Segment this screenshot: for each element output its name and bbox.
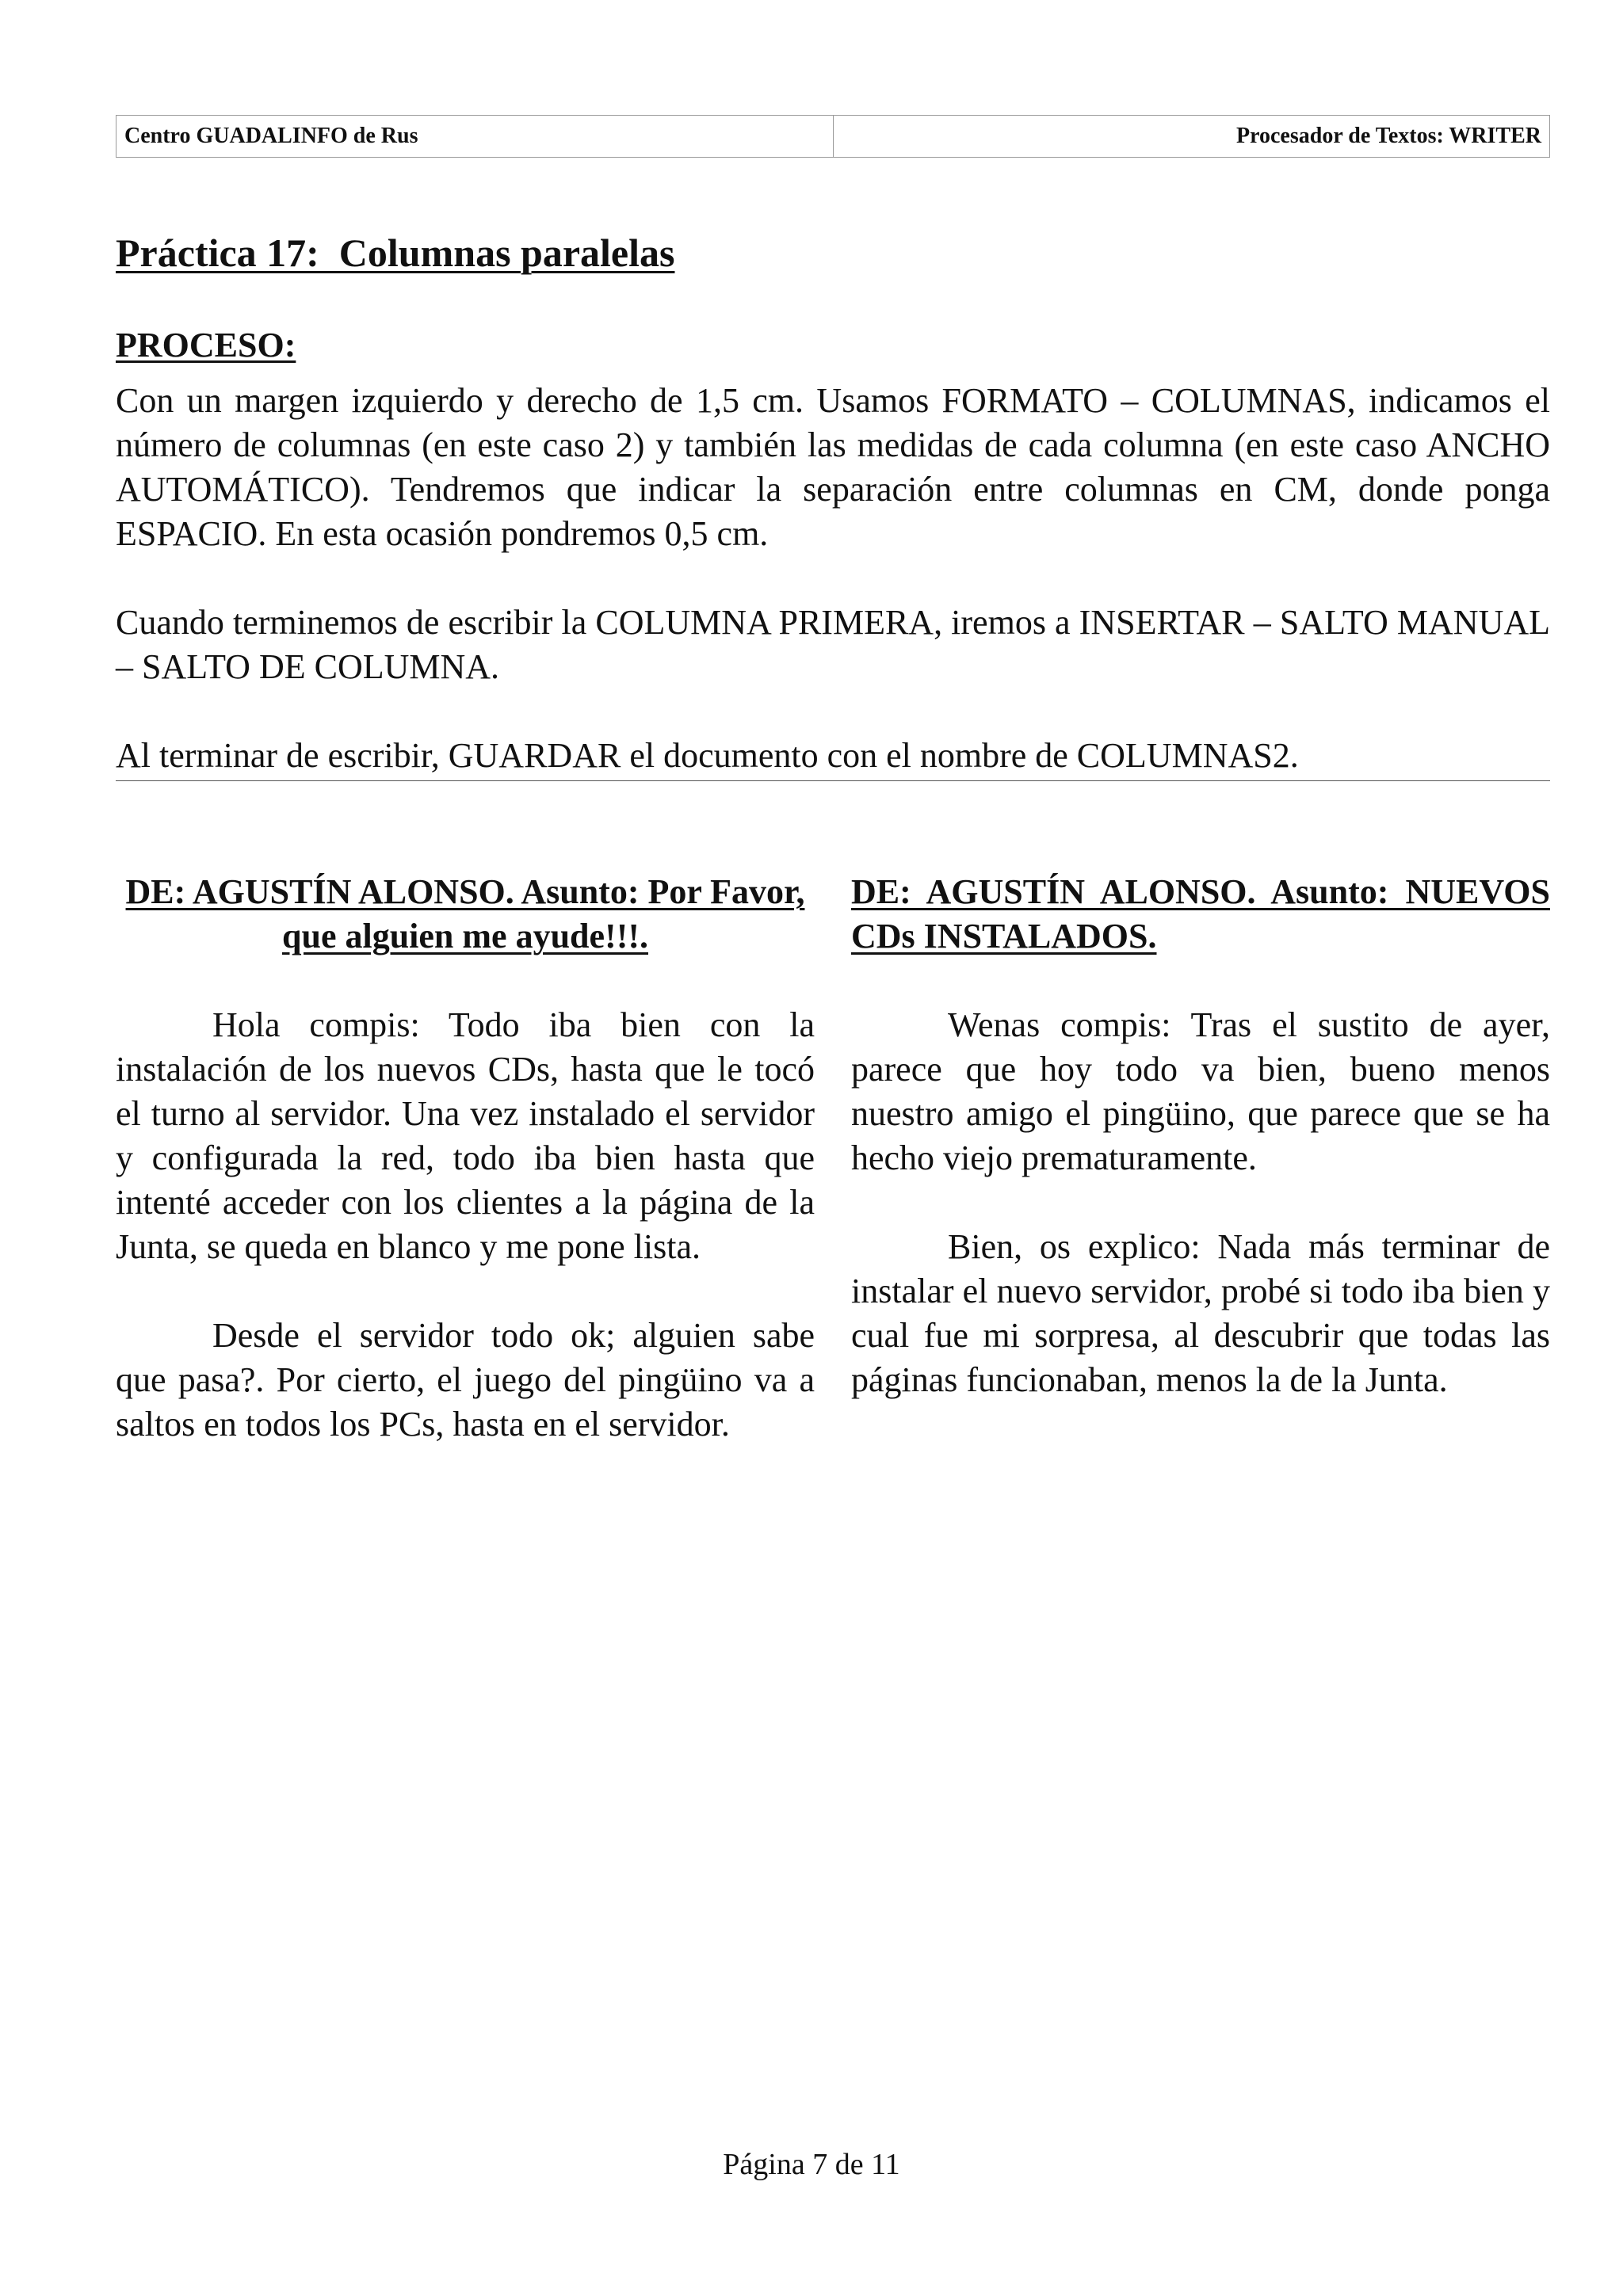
process-heading: PROCESO: <box>116 326 296 364</box>
header-left-cell: Centro GUADALINFO de Rus <box>116 116 834 157</box>
column-right-heading: DE: AGUSTÍN ALONSO. Asunto: NUEVOS CDs INSTALADOS. <box>851 872 1550 955</box>
column-right-paragraph: Bien, os explico: Nada más terminar de instalar el nuevo servidor, probé si todo iba bien y cual fue mi sorpresa, al descubrir que todas las páginas funcionaban, menos la de la Junta. <box>851 1227 1550 1399</box>
column-left <box>116 870 815 1491</box>
page-header-table <box>116 115 1550 158</box>
column-right <box>851 870 1550 1447</box>
section-divider <box>116 780 1550 781</box>
practice-title: Práctica 17: Columnas paralelas <box>116 231 675 275</box>
instruction-paragraph: Al terminar de escribir, GUARDAR el documento con el nombre de COLUMNAS2. <box>116 736 1299 775</box>
column-left-heading: DE: AGUSTÍN ALONSO. Asunto: Por Favor, que alguien me ayude!!!. <box>125 872 805 955</box>
header-right-cell: Procesador de Textos: WRITER <box>1235 124 1541 148</box>
column-right-paragraph: Wenas compis: Tras el sustito de ayer, parece que hoy todo va bien, bueno menos nuestro amigo el pingüino, que parece que se ha hecho viejo prematuramente. <box>851 1005 1550 1177</box>
column-left-paragraph: Hola compis: Todo iba bien con la instalación de los nuevos CDs, hasta que le tocó el turno al servidor. Una vez instalado el servidor y configurada la red, todo iba bien hasta que intenté acceder con los clientes a la página de la Junta, se queda en blanco y me pone lista. <box>116 1005 815 1266</box>
instruction-paragraph: Con un margen izquierdo y derecho de 1,5 cm. Usamos FORMATO – COLUMNAS, indicamos el número de columnas (en este caso 2) y también las medidas de cada columna (en este caso ANCHO AUTOMÁTICO). Tendremos que indicar la separación entre columnas en CM, donde ponga ESPACIO. En esta ocasión pondremos 0,5 cm. <box>116 381 1550 553</box>
process-instructions <box>116 379 1550 778</box>
column-left-paragraph: Desde el servidor todo ok; alguien sabe que pasa?. Por cierto, el juego del pingüino va a saltos en todos los PCs, hasta en el servidor. <box>116 1316 815 1444</box>
instruction-paragraph: Cuando terminemos de escribir la COLUMNA PRIMERA, iremos a INSERTAR – SALTO MANUAL – SALTO DE COLUMNA. <box>116 603 1550 686</box>
page-number-footer: Página 7 de 11 <box>723 2148 900 2181</box>
